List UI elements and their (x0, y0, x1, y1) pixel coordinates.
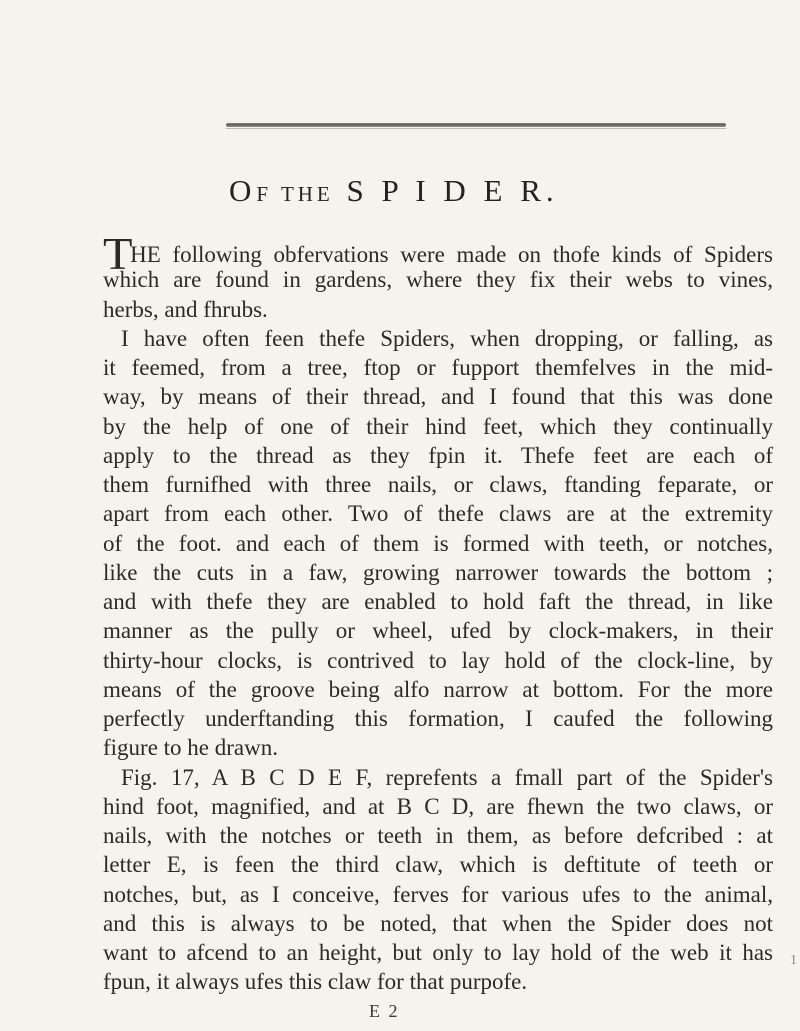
text-line: notches, but, as I conceive, ferves for various ufes to the animal, (103, 881, 773, 907)
text-line: apply to the thread as they fpin it. Thefe feet are each of (103, 442, 773, 468)
text-line: letter E, is feen the third claw, which is deftitute of teeth or (103, 852, 773, 878)
text-line: herbs, and fhrubs. (103, 296, 268, 322)
text-line: them furnifhed with three nails, or claws, ftanding feparate, or (103, 472, 773, 497)
title-spider: S P I D E R. (346, 173, 559, 208)
text-line: I have often feen thefe Spiders, when dropping, or falling, as (121, 325, 773, 351)
text-line: by the help of one of their hind feet, which they continually (103, 413, 773, 439)
text-line (103, 228, 773, 279)
text-line: thirty-hour clocks, is contrived to lay hold of the clock-line, by (103, 647, 773, 673)
text-line: nails, with the notches or teeth in them, as before defcribed : at (103, 823, 773, 848)
margin-mark: 1 (790, 953, 797, 968)
text-line: apart from each other. Two of thefe claws are at the extremity (103, 501, 773, 527)
signature-mark: E 2 (369, 1001, 400, 1021)
text-line: of the foot. and each of them is formed with teeth, or notches, (103, 530, 773, 556)
chapter-title (229, 175, 559, 206)
text-line: perfectly underftanding this formation, I caufed the following (103, 706, 773, 731)
text-line: way, by means of their thread, and I found that this was done (103, 384, 773, 410)
text-line: manner as the pully or wheel, ufed by clock-makers, in their (103, 618, 773, 644)
text-line: which are found in gardens, where they fix their webs to vines, (103, 267, 773, 293)
drop-cap: T (103, 228, 133, 279)
text-line: and with thefe they are enabled to hold faft the thread, in like (103, 589, 773, 614)
text-line: means of the groove being alfo narrow at bottom. For the more (103, 676, 773, 702)
text-line: figure to he drawn. (103, 735, 278, 761)
text-line: fpun, it always ufes this claw for that purpofe. (103, 969, 528, 995)
text-line: Fig. 17, A B C D E F, reprefents a fmall part of the Spider's (121, 764, 773, 790)
text-line: want to afcend to an height, but only to lay hold of the web it has (103, 940, 773, 965)
title-small-caps: F THE (256, 182, 334, 206)
text-line-content: HE following obfervations were made on thofe kinds of Spiders (130, 242, 773, 267)
top-ornamental-rule (226, 123, 726, 127)
text-line: it feemed, from a tree, ftop or fupport themfelves in the mid- (103, 355, 773, 380)
text-line: and this is always to be noted, that when the Spider does not (103, 910, 773, 936)
title-letter-o: O (229, 173, 257, 208)
text-line: like the cuts in a faw, growing narrower towards the bottom ; (103, 559, 773, 585)
text-line: hind foot, magnified, and at B C D, are fhewn the two claws, or (103, 793, 773, 819)
body-text (103, 228, 773, 997)
